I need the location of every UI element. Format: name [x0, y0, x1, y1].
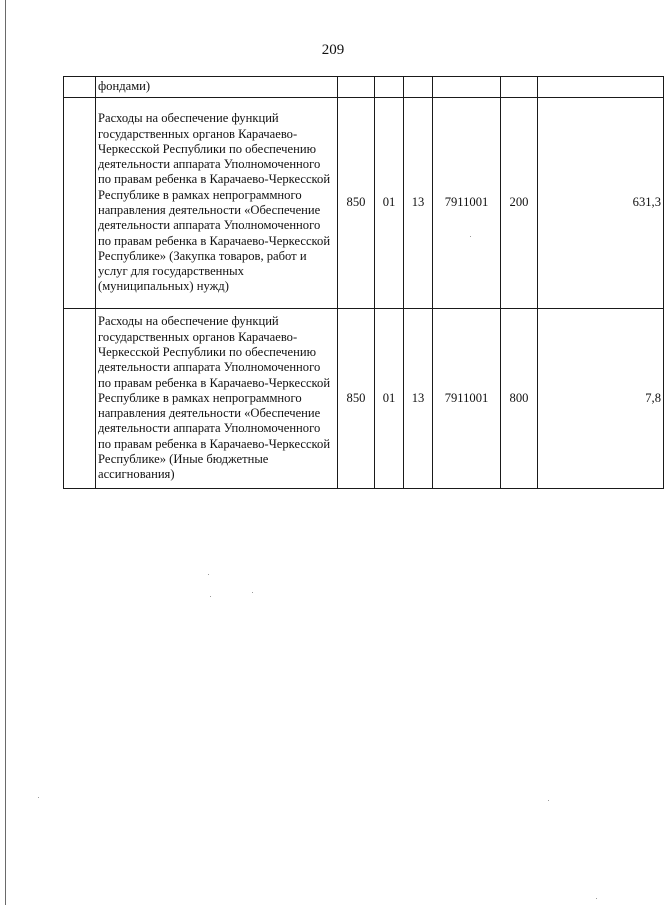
row-number-cell: [64, 77, 96, 98]
table-row: [64, 77, 664, 98]
row-number-cell: [64, 98, 96, 309]
target-article-cell: 7911001: [433, 98, 501, 309]
admin-code-cell: 850: [338, 98, 375, 309]
subsection-code-cell: 13: [404, 309, 433, 489]
expense-type-cell: 800: [501, 309, 538, 489]
table-row: [64, 98, 664, 309]
amount-cell: [538, 77, 664, 98]
admin-code-cell: 850: [338, 309, 375, 489]
scan-speck: [210, 596, 211, 597]
subsection-code-cell: 13: [404, 98, 433, 309]
subsection-code-cell: [404, 77, 433, 98]
scan-speck: [470, 236, 471, 237]
row-number-cell: [64, 309, 96, 489]
amount-cell: 7,8: [538, 309, 664, 489]
scan-speck: [596, 898, 597, 899]
section-code-cell: 01: [375, 98, 404, 309]
scan-speck: [38, 797, 39, 798]
scan-speck: [548, 800, 549, 801]
table-row: [64, 309, 664, 489]
row-description: Расходы на обеспечение функций государственных органов Карачаево-Черкесской Республики по обеспечению деятельности аппарата Уполномоченного по правам ребенка в Карачаево-Черкесской Республике в рамках непрограммного направления деятельности «Обеспечение деятельности аппарата Уполномоченного по правам ребенка в Карачаево-Черкесской Республике» (Иные бюджетные ассигнования): [96, 309, 338, 489]
row-description: фондами): [96, 77, 338, 98]
expense-type-cell: [501, 77, 538, 98]
amount-cell: 631,3: [538, 98, 664, 309]
scan-edge-line: [5, 0, 6, 905]
target-article-cell: 7911001: [433, 309, 501, 489]
section-code-cell: [375, 77, 404, 98]
budget-table: [63, 76, 664, 489]
scan-speck: [208, 574, 209, 575]
page-number: 209: [321, 42, 345, 58]
admin-code-cell: [338, 77, 375, 98]
expense-type-cell: 200: [501, 98, 538, 309]
target-article-cell: [433, 77, 501, 98]
scan-speck: [252, 592, 253, 593]
row-description: Расходы на обеспечение функций государственных органов Карачаево-Черкесской Республики по обеспечению деятельности аппарата Уполномоченного по правам ребенка в Карачаево-Черкесской Республике в рамках непрограммного направления деятельности «Обеспечение деятельности аппарата Уполномоченного по правам ребенка в Карачаево-Черкесской Республике» (Закупка товаров, работ и услуг для государственных (муниципальных) нужд): [96, 98, 338, 309]
section-code-cell: 01: [375, 309, 404, 489]
